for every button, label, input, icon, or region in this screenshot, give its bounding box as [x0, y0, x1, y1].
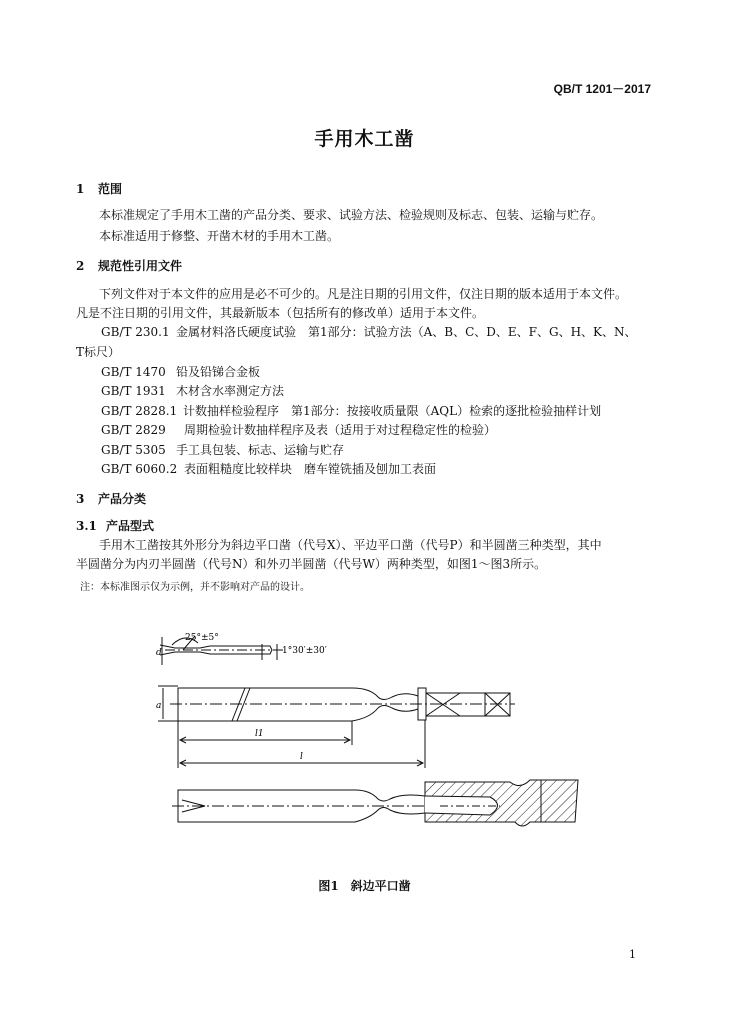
reference-code: GB/T 1470: [101, 365, 166, 379]
reference-title: 计数抽样检验程序 第1部分：按接收质量限（AQL）检索的逐批检验抽样计划: [183, 404, 602, 418]
section-3-para-1: 手用木工凿按其外形分为斜边平口凿（代号X）、平边平口凿（代号P）和半圆凿三种类型，其中: [99, 538, 602, 552]
section-number: 1: [76, 182, 85, 196]
reference-code: GB/T 2828.1: [101, 404, 178, 418]
dimension-l1-label: l1: [255, 729, 264, 739]
figure-note: 注：本标准图示仅为示例，并不影响对产品的设计。: [80, 582, 310, 593]
section-1-para-2: 本标准适用于修整、开凿木材的手用木工凿。: [99, 229, 340, 243]
reference-code: GB/T 6060.2: [101, 462, 178, 476]
reference-title: 金属材料洛氏硬度试验 第1部分：试验方法（A、B、C、D、E、F、G、H、K、N、: [176, 325, 637, 339]
reference-code: GB/T 1931: [101, 384, 166, 398]
section-number: 3: [76, 492, 85, 506]
section-title: 范围: [98, 182, 123, 196]
dimension-d-label: d: [156, 648, 162, 658]
section-3-para-2: 半圆凿分为内刃半圆凿（代号N）和外刃半圆凿（代号W）两种类型，如图1～图3所示。: [76, 557, 547, 571]
tolerance-label: 1°30′±30′: [282, 646, 327, 656]
dimension-a-label: a: [156, 701, 162, 711]
handle-view: [172, 780, 578, 826]
reference-title: 周期检验计数抽样程序及表（适用于对过程稳定性的检验）: [184, 423, 497, 437]
reference-continuation: T标尺）: [76, 345, 121, 359]
reference-code: GB/T 5305: [101, 443, 166, 457]
reference-title: 铅及铅锑合金板: [176, 365, 261, 379]
section-title: 规范性引用文件: [98, 259, 183, 273]
reference-code: GB/T 2829: [101, 423, 166, 437]
page-number: 1: [629, 948, 636, 961]
section-number: 2: [76, 259, 85, 273]
reference-code: GB/T 230.1: [101, 325, 170, 339]
figure-caption: 图1 斜边平口凿: [318, 879, 411, 893]
subsection-number: 3.1: [76, 519, 97, 533]
standard-number: QB/T 1201－2017: [553, 82, 651, 96]
reference-title: 木材含水率测定方法: [176, 384, 285, 398]
edge-view: [160, 636, 285, 665]
section-2-intro-2: 凡是不注日期的引用文件，其最新版本（包括所有的修改单）适用于本文件。: [76, 306, 485, 320]
side-view: [158, 686, 515, 768]
reference-title: 表面粗糙度比较样块 磨车镗铣插及刨加工表面: [184, 462, 437, 476]
section-title: 产品分类: [98, 492, 147, 506]
section-2-intro-1: 下列文件对于本文件的应用是必不可少的。凡是注日期的引用文件，仅注日期的版本适用于本文件。: [99, 287, 628, 301]
page-title: 手用木工凿: [314, 128, 415, 150]
subsection-title: 产品型式: [106, 519, 155, 533]
reference-title: 手工具包装、标志、运输与贮存: [176, 443, 345, 457]
dimension-l-label: l: [300, 752, 303, 762]
angle-label: 25°±5°: [185, 633, 219, 643]
section-1-para-1: 本标准规定了手用木工凿的产品分类、要求、试验方法、检验规则及标志、包装、运输与贮存。: [99, 208, 604, 222]
